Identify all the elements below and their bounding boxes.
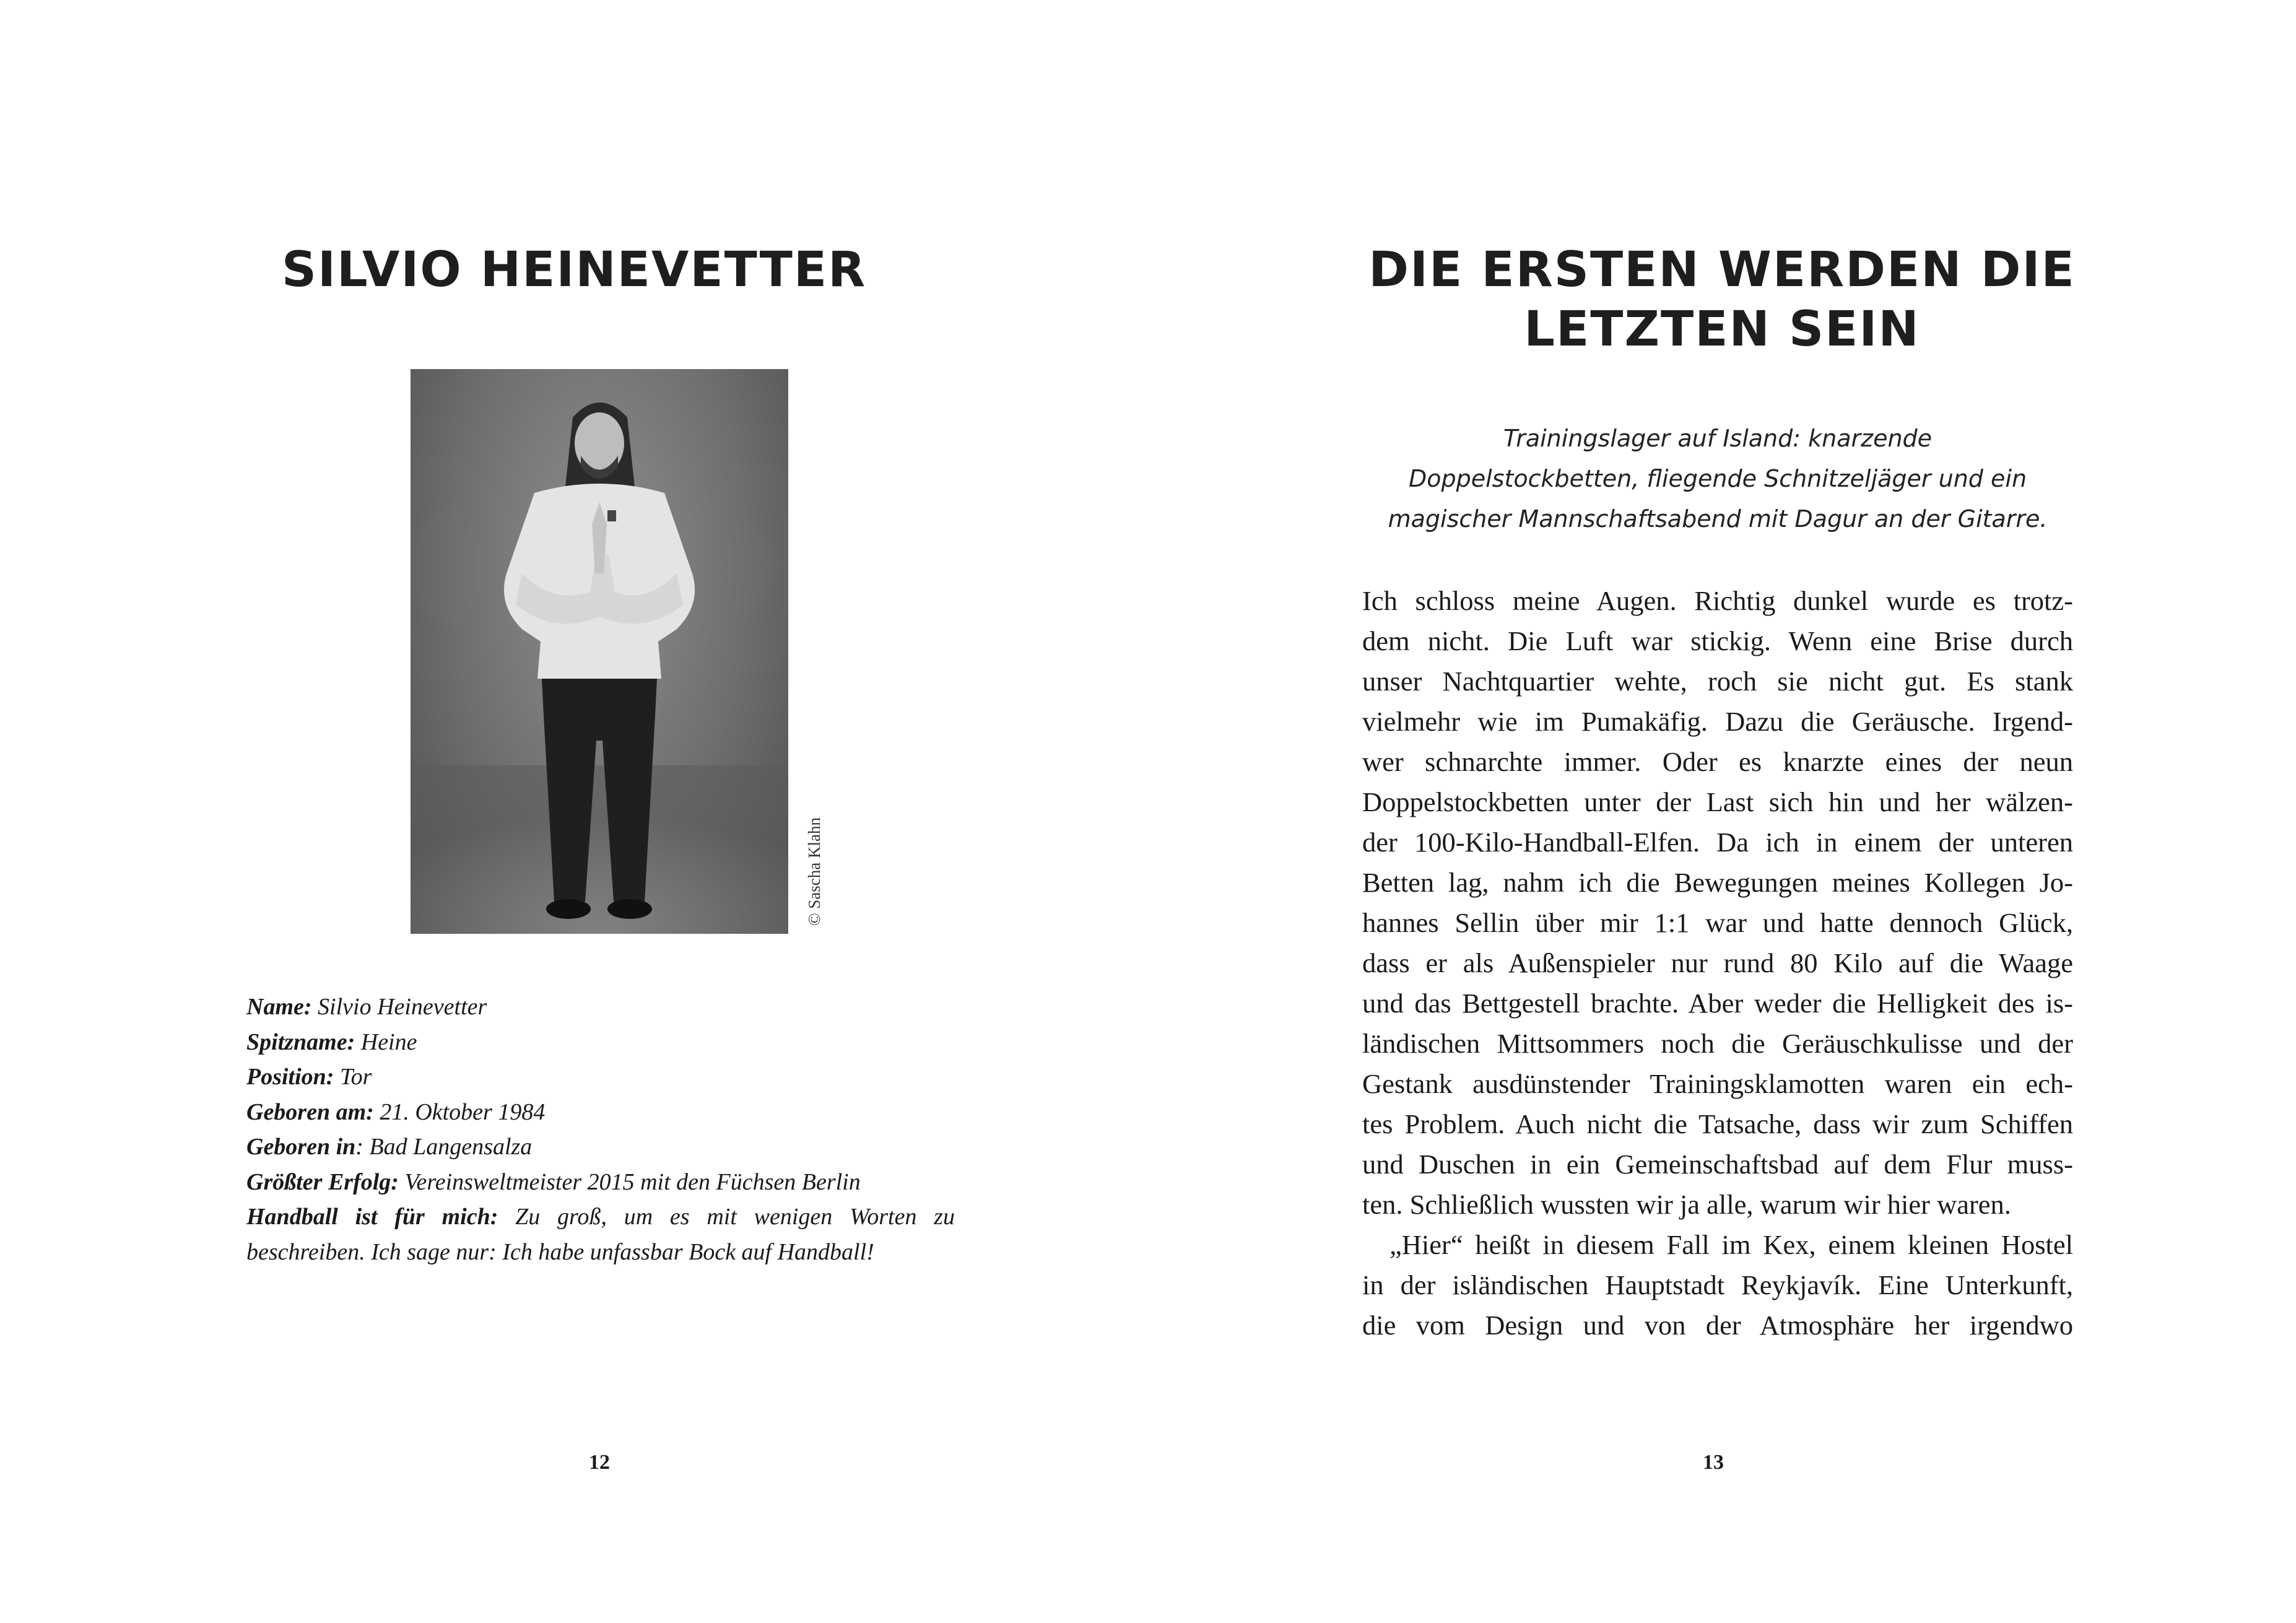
player-name-title: SILVIO HEINEVETTER [281, 242, 867, 298]
profile-key: Spitzname: [246, 1029, 355, 1055]
body-line: unser Nachtquartier wehte, roch sie nicht gut. Es stank [1362, 666, 2073, 697]
profile-key: Geboren am: [246, 1099, 374, 1125]
body-line: ten. Schließlich wussten wir ja alle, warum wir hier waren. [1362, 1189, 2011, 1220]
body-line: dass er als Außenspieler nur rund 80 Kilo auf die Waage [1362, 947, 2073, 978]
profile-row [246, 1129, 955, 1165]
profile-row [246, 1060, 955, 1095]
chapter-teaser [1383, 419, 2052, 539]
profile-value: 21. Oktober 1984 [373, 1099, 546, 1125]
profile-key: Name: [246, 994, 312, 1020]
chapter-title-line: DIE ERSTEN WERDEN DIE [1368, 242, 2076, 298]
body-line: Doppelstockbetten unter der Last sich hin und her wälzen- [1362, 786, 2073, 817]
body-line: Betten lag, nahm ich die Bewegungen meines Kollegen Jo- [1362, 867, 2073, 898]
profile-row [246, 1095, 955, 1130]
player-profile [246, 990, 955, 1269]
body-line: tes Problem. Auch nicht die Tatsache, dass wir zum Schiffen [1362, 1108, 2073, 1139]
profile-value: Silvio Heinevetter [311, 994, 487, 1020]
body-line: die vom Design und von der Atmosphäre her irgendwo [1362, 1310, 2073, 1341]
profile-row [246, 1199, 955, 1235]
body-line: in der isländischen Hauptstadt Reykjavík. Eine Unterkunft, [1362, 1269, 2073, 1300]
body-line: der 100-Kilo-Handball-Elfen. Da ich in einem der unteren [1362, 827, 2073, 858]
profile-key: Geboren in [246, 1134, 356, 1160]
teaser-line: magischer Mannschaftsabend mit Dagur an der Gitarre. [1388, 505, 2048, 533]
player-photo-illustration [411, 369, 788, 934]
body-line: und Duschen in ein Gemeinschaftsbad auf dem Flur muss- [1362, 1149, 2073, 1180]
teaser-line: Doppelstockbetten, fliegende Schnitzeljäger und ein [1408, 465, 2027, 492]
body-line: dem nicht. Die Luft war stickig. Wenn eine Brise durch [1362, 625, 2073, 656]
body-line: wer schnarchte immer. Oder es knarzte eines der neun [1362, 746, 2073, 777]
body-line: ländischen Mittsommers noch die Geräuschkulisse und der [1362, 1028, 2073, 1059]
page-number: 12 [589, 1451, 610, 1474]
player-photo [411, 369, 788, 934]
profile-value: Tor [334, 1064, 372, 1090]
body-line: Ich schloss meine Augen. Richtig dunkel wurde es trotz- [1362, 585, 2073, 616]
profile-row [246, 1025, 955, 1060]
profile-row-continuation: beschreiben. Ich sage nur: Ich habe unfassbar Bock auf Handball! [246, 1238, 874, 1265]
page-number: 13 [1703, 1451, 1724, 1474]
profile-key: Handball ist für mich: [246, 1204, 498, 1230]
body-line: hannes Sellin über mir 1:1 war und hatte dennoch Glück, [1362, 907, 2073, 938]
photo-credit: © Sascha Klahn [805, 817, 824, 926]
chapter-title [1278, 240, 2166, 359]
body-text [1362, 581, 2073, 1346]
profile-value: Vereinsweltmeister 2015 mit den Füchsen Berlin [398, 1168, 861, 1195]
body-line: und das Bettgestell brachte. Aber weder die Helligkeit des is- [1362, 988, 2073, 1019]
profile-value: : Bad Langensalza [355, 1134, 533, 1160]
profile-value: Heine [355, 1029, 417, 1055]
profile-row [246, 1165, 955, 1200]
body-line: Gestank ausdünstender Trainingsklamotten waren ein ech- [1362, 1068, 2073, 1099]
teaser-line: Trainingslager auf Island: knarzende [1503, 425, 1933, 452]
chapter-title-line: LETZTEN SEIN [1524, 302, 1920, 357]
profile-key: Position: [246, 1064, 334, 1090]
profile-row [246, 990, 955, 1025]
profile-value: Zu groß, um es mit wenigen Worten zu [498, 1204, 955, 1230]
right-page [1148, 0, 2296, 1623]
body-line: „Hier“ heißt in diesem Fall im Kex, einem kleinen Hostel [1389, 1229, 2073, 1260]
body-line: vielmehr wie im Pumakäfig. Dazu die Geräusche. Irgend- [1362, 706, 2073, 737]
profile-key: Größter Erfolg: [246, 1168, 399, 1195]
